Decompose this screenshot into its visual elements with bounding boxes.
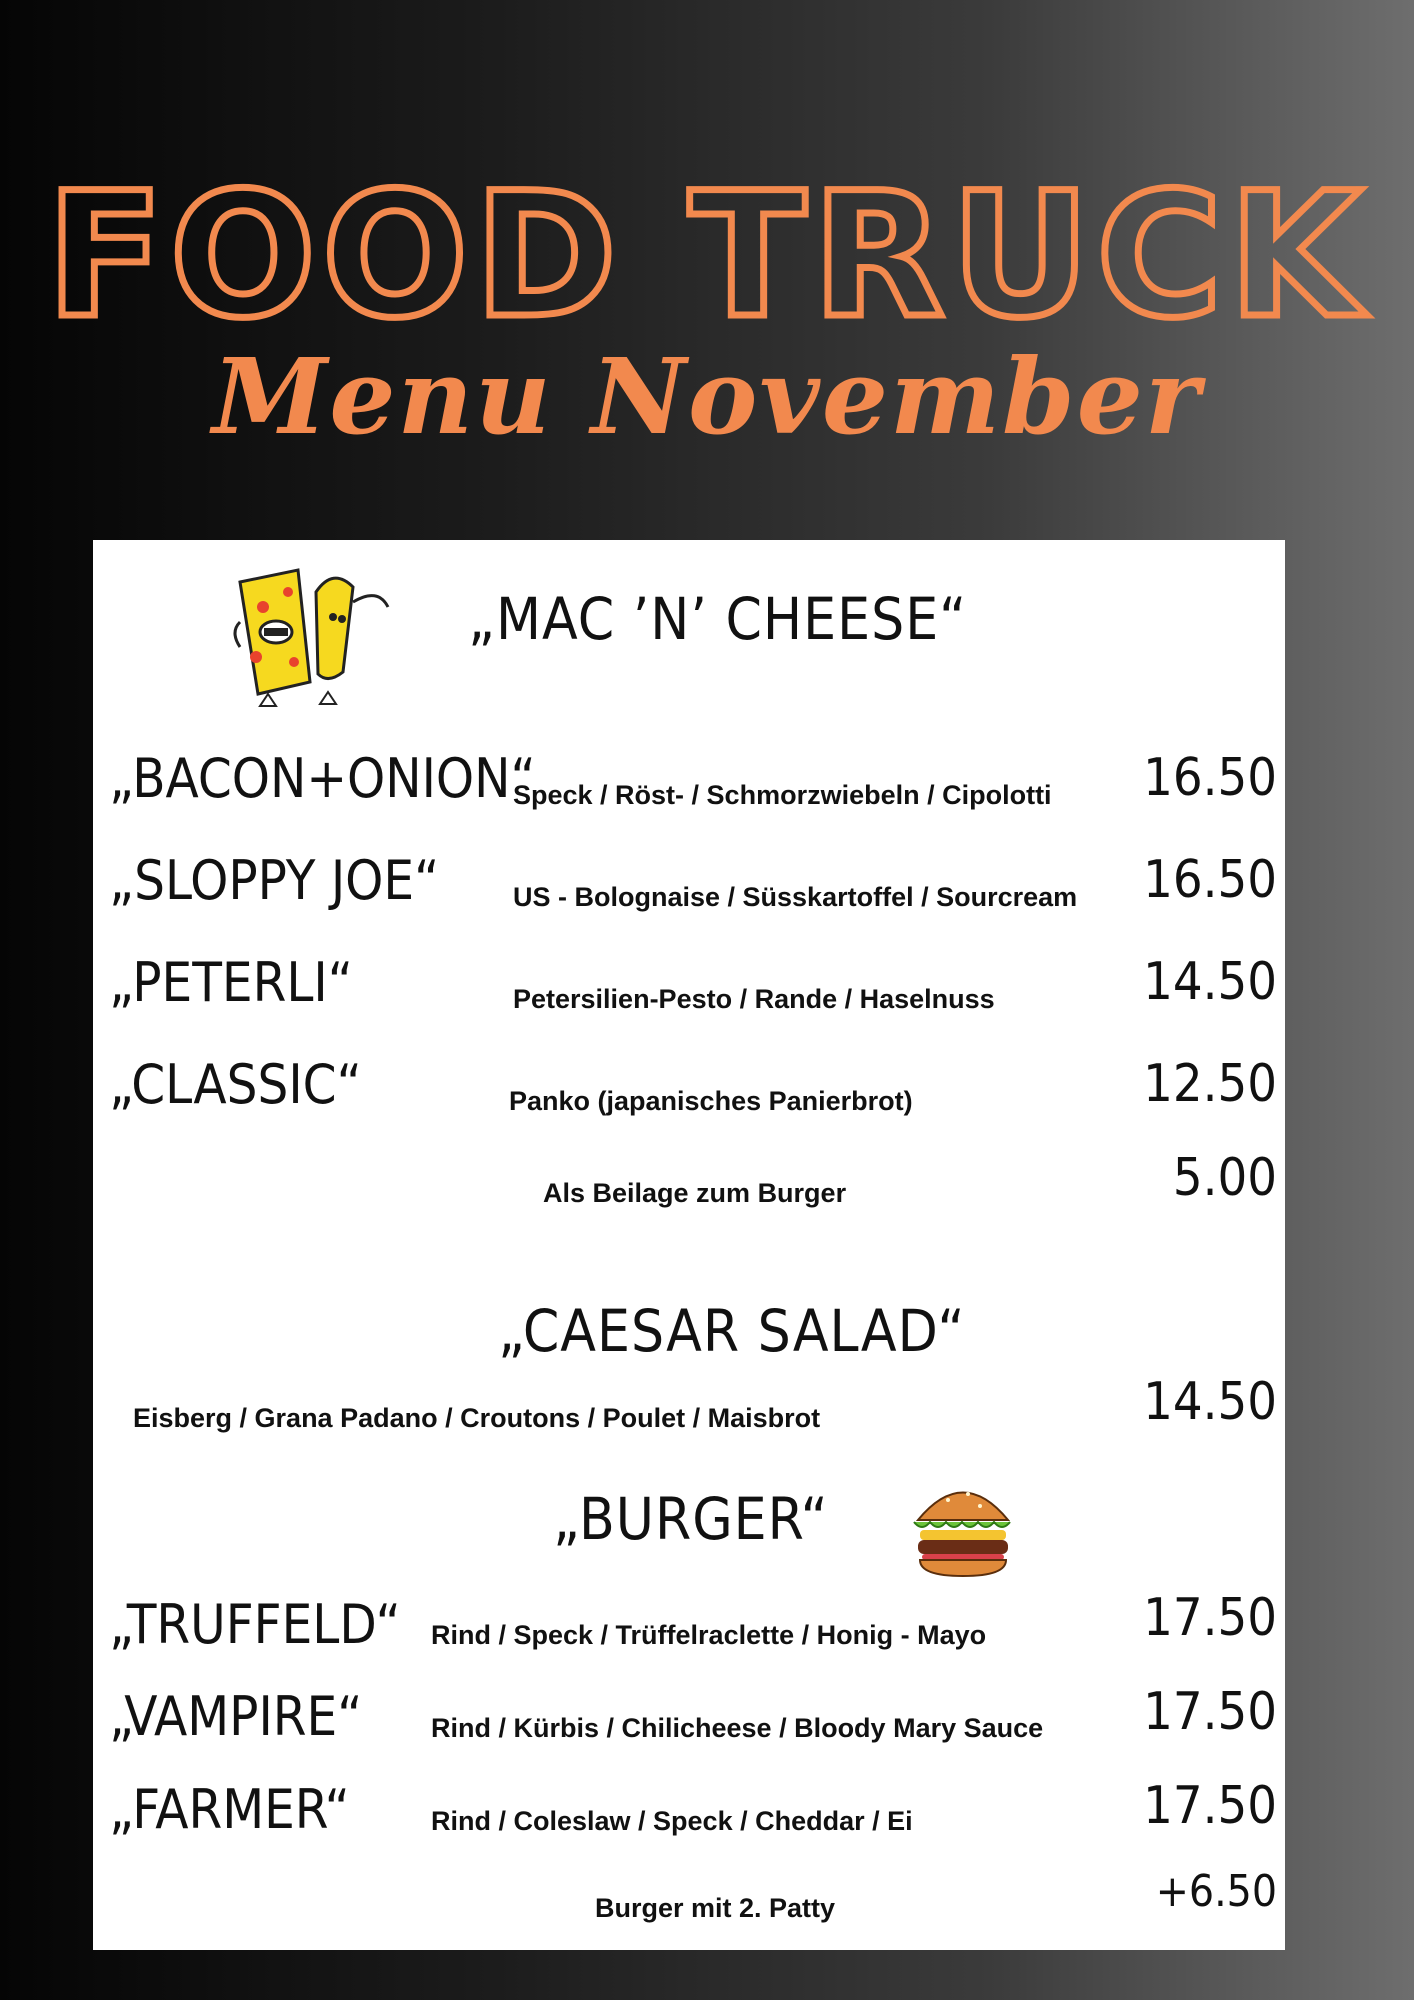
item-price: 14.50 <box>1143 952 1277 1012</box>
side-price: 5.00 <box>1172 1148 1277 1208</box>
burger-icon <box>908 1470 1018 1580</box>
salad-price: 14.50 <box>1143 1372 1277 1432</box>
item-name: „CLASSIC“ <box>109 1053 362 1116</box>
salad-section-title: „CAESAR SALAD“ <box>498 1297 966 1365</box>
cheese-macaroni-icon <box>228 562 398 712</box>
item-name: „SLOPPY JOE“ <box>109 849 440 912</box>
item-description: Rind / Kürbis / Chilicheese / Bloody Mary Sauce <box>431 1713 1044 1743</box>
menu-card <box>93 540 1285 1950</box>
item-name: „BACON+ONION“ <box>109 747 536 810</box>
salad-description: Eisberg / Grana Padano / Croutons / Poulet / Maisbrot <box>133 1403 821 1433</box>
item-description: Rind / Coleslaw / Speck / Cheddar / Ei <box>431 1806 913 1836</box>
item-description: US - Bolognaise / Süsskartoffel / Sourcream <box>513 882 1078 912</box>
mac-section-title: „MAC ’N’ CHEESE“ <box>468 585 968 653</box>
extra-description: Burger mit 2. Patty <box>595 1893 836 1923</box>
item-name: „TRUFFELD“ <box>109 1593 401 1656</box>
side-description: Als Beilage zum Burger <box>543 1178 847 1208</box>
page-subtitle: Menu November <box>212 335 1202 458</box>
item-name: „PETERLI“ <box>109 951 353 1014</box>
item-price: 17.50 <box>1143 1682 1277 1742</box>
item-price: 16.50 <box>1143 748 1277 808</box>
item-price: 17.50 <box>1143 1588 1277 1648</box>
item-description: Panko (japanisches Panierbrot) <box>509 1086 913 1116</box>
item-price: 16.50 <box>1143 850 1277 910</box>
item-price: 17.50 <box>1143 1776 1277 1836</box>
page-title: FOOD TRUCK <box>46 155 1368 356</box>
burger-section-title: „BURGER“ <box>553 1485 829 1553</box>
item-price: 12.50 <box>1143 1054 1277 1114</box>
extra-price: +6.50 <box>1155 1866 1277 1917</box>
item-name: „VAMPIRE“ <box>109 1685 363 1748</box>
item-description: Rind / Speck / Trüffelraclette / Honig - Mayo <box>431 1620 987 1650</box>
header <box>0 0 1414 540</box>
item-description: Speck / Röst- / Schmorzwiebeln / Cipolotti <box>513 780 1052 810</box>
item-description: Petersilien-Pesto / Rande / Haselnuss <box>513 984 995 1014</box>
item-name: „FARMER“ <box>109 1778 350 1841</box>
